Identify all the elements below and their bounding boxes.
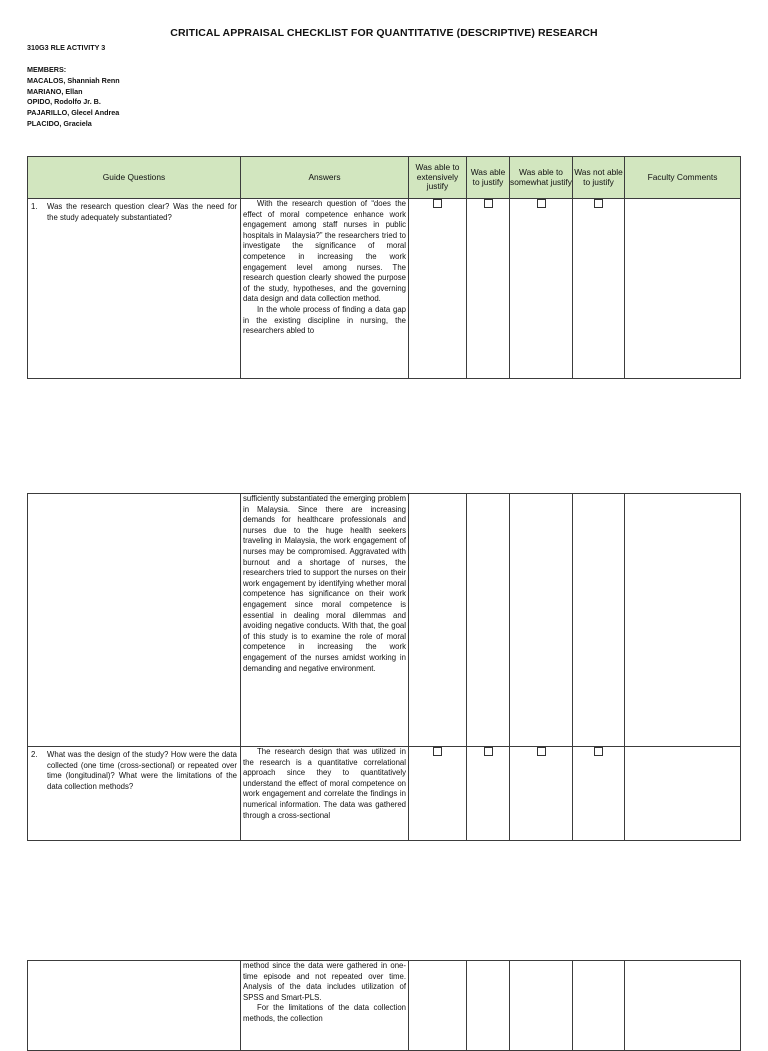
checkbox-not-able[interactable] [573, 199, 625, 379]
member-name: MACALOS, Shanniah Renn [27, 75, 120, 85]
faculty-comments-cell [625, 494, 741, 747]
header-faculty-comments: Faculty Comments [625, 157, 741, 199]
faculty-comments-cell [625, 961, 741, 1051]
answer-cell [241, 961, 409, 1051]
checkbox-extensively[interactable] [409, 199, 467, 379]
question-number: 1. [31, 202, 38, 211]
checkbox-not-able[interactable] [573, 747, 625, 841]
question-cell [28, 494, 241, 747]
checklist-table-page2 [27, 493, 741, 841]
members-block [27, 65, 120, 130]
question-number: 2. [31, 750, 38, 759]
answer-paragraph: sufficiently substantiated the emerging problem in Malaysia. Since there are increasing demands for healthcare professionals and nurses due to the huge health seekers traveling in Malaysia, the work engagement of nurses may be compromised. Aggravated with burnout and a shortage of nurses, the researchers tried to support the nurses on their work engagement by identifying whether moral competence has significance on their work engagement since moral competence is essential in dealing moral dilemmas and avoiding negative conducts. With that, the goal of this study is to examine the role of moral competence in increasing the work engagement of the nurses amidst working in demanding and negative environment. [243, 494, 406, 673]
checkbox-justify[interactable] [467, 199, 510, 379]
header-answers: Answers [241, 157, 409, 199]
answer-paragraph: The research design that was utilized in the research is a quantitative correlational approach since they to quantitatively understand the effect of moral competence on work engagement and correlate the findings in numerical information. The data was gathered through a cross-sectional [243, 747, 406, 820]
checklist-table-page3 [27, 960, 741, 1051]
header-row [28, 157, 741, 199]
checkbox-cell-empty [573, 494, 625, 747]
checkbox-extensively[interactable] [409, 747, 467, 841]
table-row-q1 [28, 199, 741, 379]
checkbox-cell-empty [467, 494, 510, 747]
header-somewhat-justify: Was able to somewhat justify [510, 157, 573, 199]
activity-label: 310G3 RLE ACTIVITY 3 [27, 43, 106, 52]
header-guide-questions: Guide Questions [28, 157, 241, 199]
faculty-comments-cell [625, 199, 741, 379]
answer-paragraph: For the limitations of the data collection methods, the collection [243, 1003, 406, 1023]
checklist-table-page1 [27, 156, 741, 379]
checkbox-cell-empty [409, 494, 467, 747]
answer-paragraph: In the whole process of finding a data gap in the existing discipline in nursing, the researchers abled to [243, 304, 406, 336]
question-cell [28, 747, 241, 841]
answer-cell [241, 199, 409, 379]
answer-cell [241, 494, 409, 747]
member-name: MARIANO, Ellan [27, 86, 83, 96]
checkbox-somewhat[interactable] [510, 747, 573, 841]
member-name: PAJARILLO, Glecel Andrea [27, 108, 120, 118]
checkbox-cell-empty [409, 961, 467, 1051]
document-title: CRITICAL APPRAISAL CHECKLIST FOR QUANTITATIVE (DESCRIPTIVE) RESEARCH [170, 27, 598, 39]
checkbox-cell-empty [510, 961, 573, 1051]
checkbox-somewhat[interactable] [510, 199, 573, 379]
member-name: OPIDO, Rodolfo Jr. B. [27, 97, 101, 107]
header-extensively-justify: Was able to extensively justify [409, 157, 467, 199]
members-label: MEMBERS: [27, 65, 67, 74]
answer-paragraph: With the research question of “does the effect of moral competence enhance work engagement among staff nurses in public hospitals in Malaysia?” the researchers tried to investigate the significance of moral competence in increasing the work engagement level among nurses. The research question clearly showed the purpose of the study, hypotheses, and the governing data design and data collection method. [243, 199, 406, 304]
header-able-justify: Was able to justify [467, 157, 510, 199]
checkbox-cell-empty [467, 961, 510, 1051]
answer-cell [241, 747, 409, 841]
header-not-able-justify: Was not able to justify [573, 157, 625, 199]
table-row-q1-continued [28, 494, 741, 747]
faculty-comments-cell [625, 747, 741, 841]
checkbox-justify[interactable] [467, 747, 510, 841]
question-cell [28, 961, 241, 1051]
table-row-q2 [28, 747, 741, 841]
checkbox-cell-empty [510, 494, 573, 747]
question-text: Was the research question clear? Was the need for the study adequately substantiated? [47, 202, 237, 222]
question-text: What was the design of the study? How were the data collected (one time (cross-sectional) or repeated over time (longitudinal)? What were the limitations of the data collection methods? [47, 750, 237, 791]
checkbox-cell-empty [573, 961, 625, 1051]
answer-paragraph: method since the data were gathered in one-time episode and not repeated over time. Analysis of the data includes utilization of SPSS and Smart-PLS. [243, 961, 406, 1002]
question-cell [28, 199, 241, 379]
table-row-q2-continued [28, 961, 741, 1051]
member-name: PLACIDO, Graciela [27, 118, 92, 128]
